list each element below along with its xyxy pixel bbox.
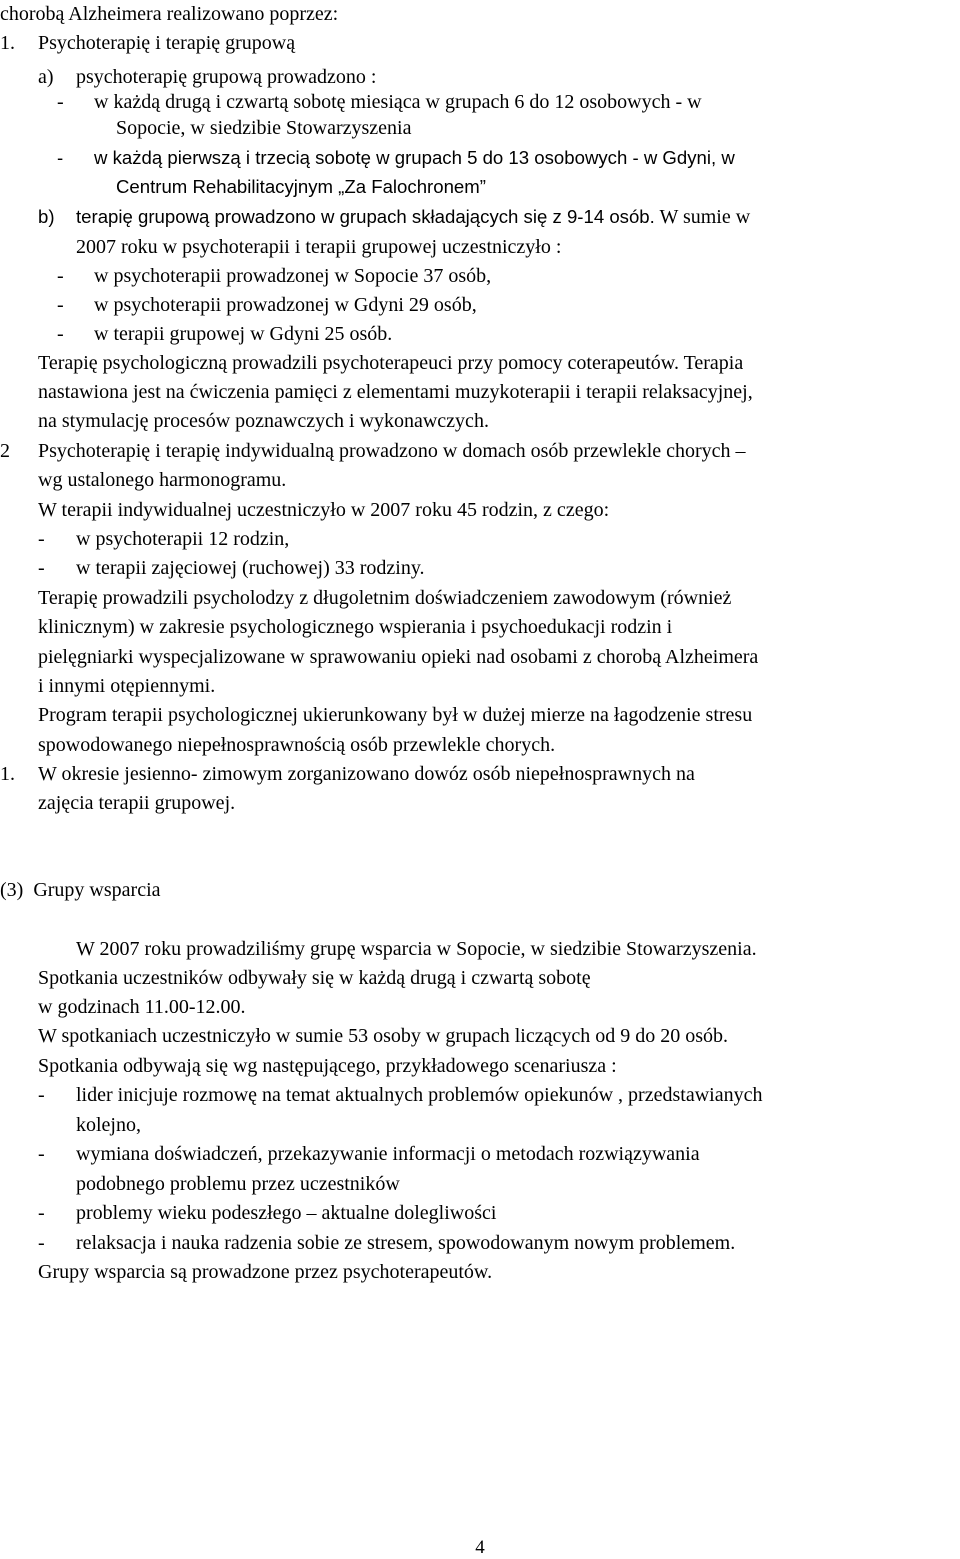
list-item: - w psychoterapii 12 rodzin, — [38, 528, 290, 550]
list-item: - w psychoterapii prowadzonej w Sopocie 37 osób, — [57, 265, 492, 287]
text-line: na stymulację procesów poznawczych i wykonawczych. — [38, 410, 489, 432]
list-item: - lider inicjuje rozmowę na temat aktualnych problemów opiekunów , przedstawianych — [38, 1084, 763, 1106]
text-line: kolejno, — [76, 1114, 141, 1136]
page-number: 4 — [475, 1537, 485, 1558]
list-item: - w terapii grupowej w Gdyni 25 osób. — [57, 323, 393, 345]
text-line: Terapię psychologiczną prowadzili psychoterapeuci przy pomocy coterapeutów. Terapia — [38, 352, 744, 374]
list-item: 2 Psychoterapię i terapię indywidualną prowadzono w domach osób przewlekle chorych – — [0, 440, 746, 462]
text-line: podobnego problemu przez uczestników — [76, 1173, 400, 1195]
text-line: 2007 roku w psychoterapii i terapii grupowej uczestniczyło : — [76, 236, 562, 258]
text-line: i innymi otępiennymi. — [38, 675, 216, 697]
text-line: w godzinach 11.00-12.00. — [38, 996, 246, 1018]
section-heading: (3) Grupy wsparcia — [0, 879, 161, 901]
text-line: W spotkaniach uczestniczyło w sumie 53 osoby w grupach liczących od 9 do 20 osób. — [38, 1025, 729, 1047]
list-item: 1. W okresie jesienno- zimowym zorganizowano dowóz osób niepełnosprawnych na — [0, 763, 695, 785]
text-line: Program terapii psychologicznej ukierunkowany był w dużej mierze na łagodzenie stresu — [38, 704, 753, 726]
list-item: - w każdą pierwszą i trzecią sobotę w grupach 5 do 13 osobowych - w Gdyni, w — [57, 147, 735, 168]
text-line: Terapię prowadzili psycholodzy z długoletnim doświadczeniem zawodowym (również — [38, 587, 732, 609]
text-line: W 2007 roku prowadziliśmy grupę wsparcia w Sopocie, w siedzibie Stowarzyszenia. — [76, 938, 757, 960]
list-item: - wymiana doświadczeń, przekazywanie informacji o metodach rozwiązywania — [38, 1143, 700, 1165]
text-line: nastawiona jest na ćwiczenia pamięci z elementami muzykoterapii i terapii relaksacyjnej, — [38, 381, 753, 403]
text-line: pielęgniarki wyspecjalizowane w sprawowaniu opieki nad osobami z chorobą Alzheimera — [38, 646, 759, 668]
text-line: zajęcia terapii grupowej. — [38, 792, 236, 814]
list-item: - w psychoterapii prowadzonej w Gdyni 29 osób, — [57, 294, 477, 316]
list-item: b) terapię grupową prowadzono w grupach składających się z 9-14 osób. W sumie w — [38, 206, 751, 228]
list-item: - w terapii zajęciowej (ruchowej) 33 rodziny. — [38, 557, 425, 579]
list-item: - w każdą drugą i czwartą sobotę miesiąca w grupach 6 do 12 osobowych - w — [57, 91, 702, 113]
text-line: Grupy wsparcia są prowadzone przez psychoterapeutów. — [38, 1261, 493, 1283]
text-line: klinicznym) w zakresie psychologicznego wspierania i psychoedukacji rodzin i — [38, 616, 673, 638]
text-line: spowodowanego niepełnosprawnością osób przewlekle chorych. — [38, 734, 556, 756]
text-line: Spotkania odbywają się wg następującego, przykładowego scenariusza : — [38, 1055, 617, 1077]
list-item: - problemy wieku podeszłego – aktualne dolegliwości — [38, 1202, 497, 1224]
text-line: wg ustalonego harmonogramu. — [38, 469, 287, 491]
text-line: Spotkania uczestników odbywały się w każdą drugą i czwartą sobotę — [38, 967, 591, 989]
list-item: 1. Psychoterapię i terapię grupową — [0, 32, 296, 54]
text-line: chorobą Alzheimera realizowano poprzez: — [0, 3, 339, 25]
text-line: Sopocie, w siedzibie Stowarzyszenia — [116, 117, 412, 139]
list-item: - relaksacja i nauka radzenia sobie ze stresem, spowodowanym nowym problemem. — [38, 1232, 736, 1254]
text-line: Centrum Rehabilitacyjnym „Za Falochronem” — [116, 176, 486, 197]
list-item: a) psychoterapię grupową prowadzono : — [38, 66, 377, 88]
text-line: W terapii indywidualnej uczestniczyło w 2007 roku 45 rodzin, z czego: — [38, 499, 610, 521]
